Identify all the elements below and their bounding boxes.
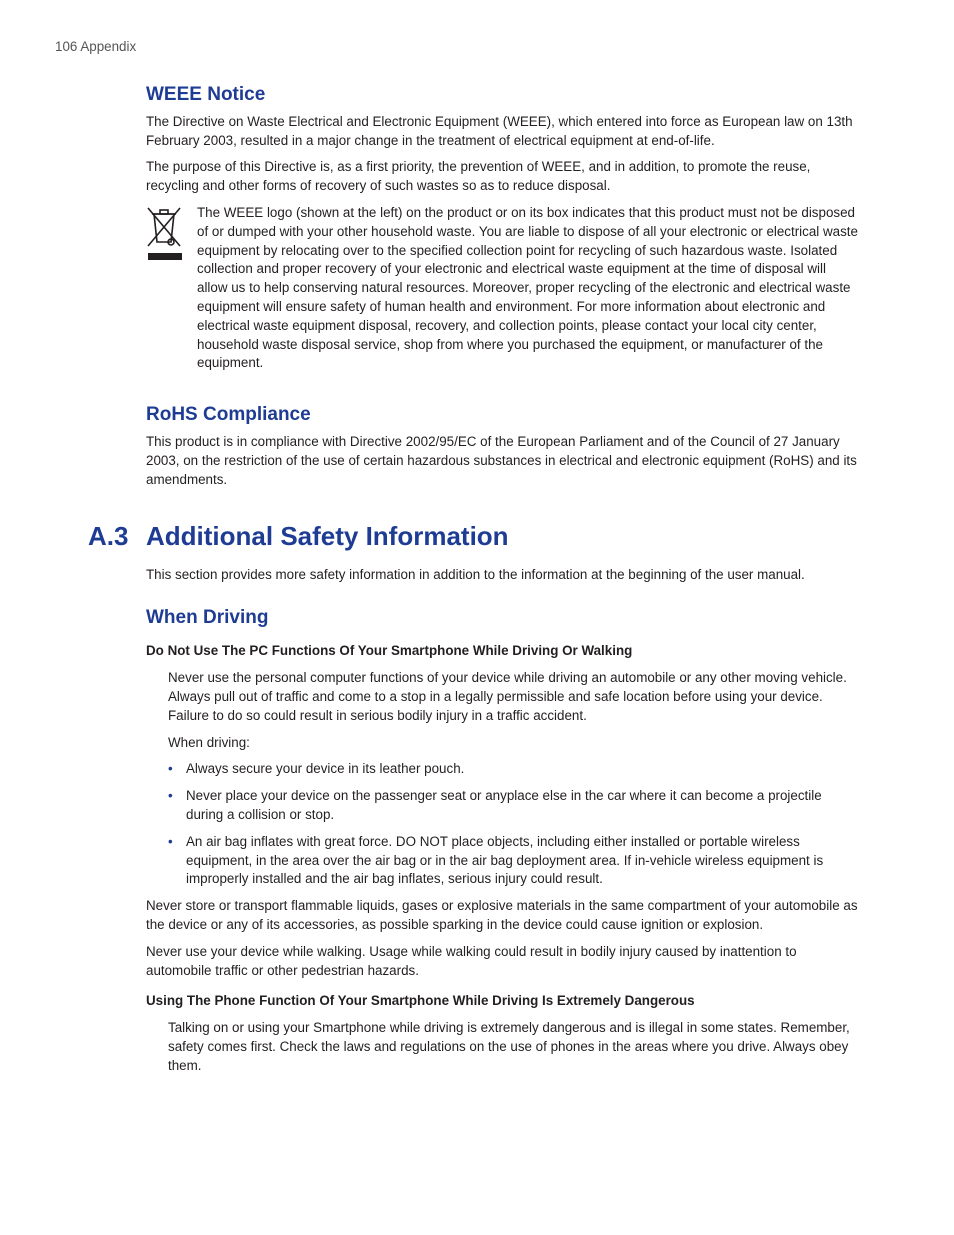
weee-paragraph-3: The WEEE logo (shown at the left) on the product or on its box indicates that this product must not be disposed of or dumped with your other household waste. You are liable to dispose of all your electronic or electrical waste equipment by relocating over to the specified collection point for recycling of such hazardous waste. Isolated collection and proper recovery of your electronic and electrical waste equipment at the time of disposal will allow us to help conserving natural resources. Moreover, proper recycling of the electronic and electrical waste equipment will ensure safety of human health and environment. For more information about electronic and electrical waste equipment disposal, recovery, and collection points, please contact your local city center, household waste disposal service, shop from where you purchased the equipment, or manufacturer of the equipment. [197,204,858,371]
list-item: • Never place your device on the passenger seat or anyplace else in the car where it can become a projectile during a collision or stop. [168,787,858,825]
list-item: • Always secure your device in its leather pouch. [168,760,858,779]
section-title-text: Additional Safety Information [146,520,509,551]
driving-paragraph-2: When driving: [168,734,250,750]
section-intro: This section provides more safety information in addition to the information at the beginning of the user manual. [146,566,805,582]
weee-logo-row [146,204,858,381]
page-number: 106 Appendix [55,39,137,54]
weee-paragraph-1: The Directive on Waste Electrical and Electronic Equipment (WEEE), which entered into force as European law on 13th February 2003, resulted in a major change in the treatment of electrical equipment at end-of-life. [146,113,853,148]
weee-paragraph-2: The purpose of this Directive is, as a first priority, the prevention of WEEE, and in addition, to promote the reuse, recycling and other forms of recovery of such wastes so as to reduce disposal. [146,159,811,194]
driving-paragraph-4: Never use your device while walking. Usage while walking could result in bodily injury caused by inattention to automobile traffic or other pedestrian hazards. [146,943,797,978]
driving-paragraph-5: Talking on or using your Smartphone while driving is extremely dangerous and is illegal in some states. Remember, safety comes first. Check the laws and regulations on the use of phones in the areas where you drive. Always obey them. [168,1020,850,1073]
driving-heading: When Driving [146,607,269,629]
section-title [88,520,858,552]
page-content [88,83,858,1076]
rohs-heading: RoHS Compliance [146,404,311,426]
driving-subheading-2: Using The Phone Function Of Your Smartphone While Driving Is Extremely Dangerous [146,993,695,1009]
driving-subheading-1: Do Not Use The PC Functions Of Your Smartphone While Driving Or Walking [146,643,633,659]
driving-paragraph-1: Never use the personal computer functions of your device while driving an automobile or any other moving vehicle. Always pull out of traffic and come to a stop in a legally permissible and safe location before using your device. Failure to do so could result in serious bodily injury in a traffic accident. [168,670,847,723]
weee-bin-icon [146,204,184,270]
section-number: A.3 [88,520,129,551]
weee-heading: WEEE Notice [146,83,266,105]
rohs-paragraph: This product is in compliance with Directive 2002/95/EC of the European Parliament and of the Council of 27 January 2003, on the restriction of the use of certain hazardous substances in electrical and electronic equipment (RoHS) and its amendments. [146,434,857,487]
list-item: • An air bag inflates with great force. DO NOT place objects, including either installed or portable wireless equipment, in the area over the air bag or in the air bag deployment area. If in-vehicle wireless equipment is improperly installed and the air bag inflates, serious injury could result. [168,833,858,889]
driving-bullet-list [168,760,858,889]
driving-paragraph-3: Never store or transport flammable liquids, gases or explosive materials in the same compartment of your automobile as the device or any of its accessories, as possible sparking in the device could cause ignition or explosion. [146,898,858,932]
